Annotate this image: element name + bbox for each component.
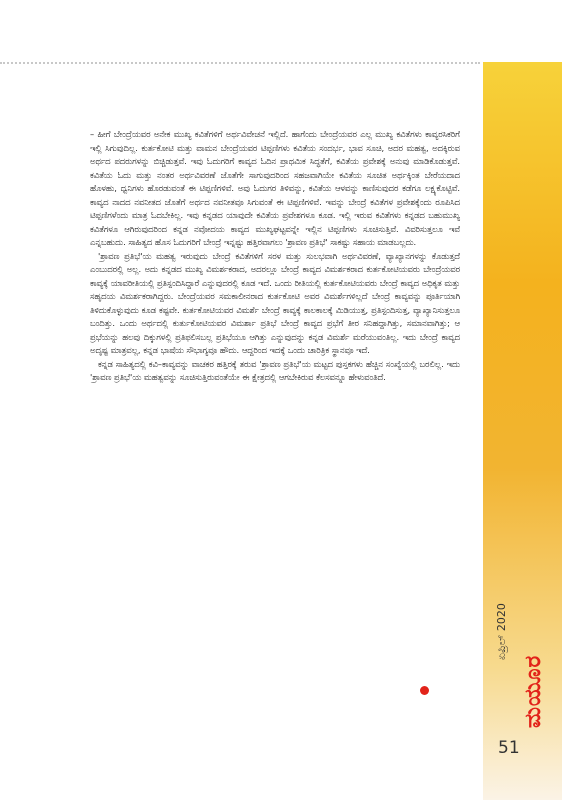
paragraph-3: ಕನ್ನಡ ಸಾಹಿತ್ಯದಲ್ಲಿ ಕವಿ–ಕಾವ್ಯವನ್ನು ವಾಚಕರ ಹತ್ತಿರಕ್ಕೆ ತರುವ 'ಶ್ರಾವಣ ಪ್ರತಿಭೆ'ಯ ಮಟ್ಟದ ಪುಸ್ತಕಗಳು ಹೆಚ್ಚಿನ ಸಂಖ್ಯೆಯಲ್ಲಿ ಬರಲಿಲ್ಲ. ಇದು 'ಶ್ರಾವಣ ಪ್ರತಿಭೆ'ಯ ಮಹತ್ವವನ್ನು ಸೂಚಿಸುತ್ತಿರುವಂತೆಯೇ ಈ ಕ್ಷೇತ್ರದಲ್ಲಿ ಆಗಬೇಕಿರುವ ಕೆಲಸವನ್ನೂ ಹೇಳುವಂತಿದೆ. (90, 358, 460, 382)
top-dotted-rule (0, 62, 480, 64)
issue-date: ಏಪ್ರಿಲ್ 2020 (495, 603, 508, 660)
magazine-title: ಮಯೂರ (521, 654, 546, 728)
magazine-title-wrapper (483, 630, 562, 730)
page-number: 51 (498, 738, 520, 758)
paragraph-1: – ಹೀಗೆ ಬೇಂದ್ರೆಯವರ ಅನೇಕ ಮುಖ್ಯ ಕವಿತೆಗಳಿಗೆ ಅರ್ಥವಿವೇಚನೆ ಇಲ್ಲಿದೆ. ಹಾಗೆಂದು ಬೇಂದ್ರೆಯವರ ಎಲ್ಲ ಮುಖ್ಯ ಕವಿತೆಗಳು ಕಾವ್ಯರಸಿಕರಿಗೆ ಇಲ್ಲಿ ಸಿಗುವುದಿಲ್ಲ. ಕುರ್ತಕೋಟಿ ಮತ್ತು ವಾಮನ ಬೇಂದ್ರೆಯವರ ಟಿಪ್ಪಣಿಗಳು ಕವಿತೆಯ ಸಂದರ್ಭ, ಭಾವ ಸೂಚಿ, ಅದರ ಮಹತ್ವ, ಅದಕ್ಕಿರುವ ಅರ್ಥದ ಪದರುಗಳನ್ನು ಬಿಚ್ಚಿಡುತ್ತವೆ. ಇವು ಓದುಗರಿಗೆ ಕಾವ್ಯದ ಓದಿನ ಪ್ರಾಥಮಿಕ ಸಿದ್ಧತೆಗೆ, ಕವಿತೆಯ ಪ್ರವೇಶಕ್ಕೆ ಅನುವು ಮಾಡಿಕೊಡುತ್ತವೆ. ಕವಿತೆಯ ಓದು ಮತ್ತು ನಂತರ ಅರ್ಥವಿವರಣೆ ಜೊತೆಗೇ ಸಾಗುವುದರಿಂದ ಸಹಜವಾಗಿಯೇ ಕವಿತೆಯ ಸೂಚಿತ ಅರ್ಥಕ್ಕಿಂತ ಬೇರೆಯದಾದ ಹೊಳಹು, ಧ್ವನಿಗಳು ಹೊರಡುವಂತೆ ಈ ಟಿಪ್ಪಣಿಗಳಿವೆ. ಅವು ಓದುಗರ ತಿಳಿವನ್ನು, ಕವಿತೆಯ ಆಳವನ್ನು ಕಾಣಿಸುವುದರ ಕಡೆಗೂ ಲಕ್ಷ್ಯಕೊಟ್ಟಿವೆ. ಕಾವ್ಯದ ನಾದದ ನವನೀತದ ಜೊತೆಗೆ ಅರ್ಥದ ನವನೀತವೂ ಸಿಗುವಂತೆ ಈ ಟಿಪ್ಪಣಿಗಳಿವೆ. ಇವನ್ನು ಬೇಂದ್ರೆ ಕವಿತೆಗಳ ಪ್ರವೇಶಕ್ಕೆಂದು ರೂಪಿಸಿದ ಟಿಪ್ಪಣಿಗಳೆಂದು ಮಾತ್ರ ಓದಬೇಕಿಲ್ಲ. ಇವು ಕನ್ನಡದ ಯಾವುದೇ ಕವಿತೆಯ ಪ್ರವೇಶಗಳೂ ಕೂಡ. ಇಲ್ಲಿ ಇರುವ ಕವಿತೆಗಳು ಕನ್ನಡದ ಬಹುಮುಖ್ಯ ಕವಿತೆಗಳೂ ಆಗಿರುವುದರಿಂದ ಕನ್ನಡ ನವೋದಯ ಕಾವ್ಯದ ಮುಖ್ಯಘಟ್ಟವನ್ನೇ ಇಲ್ಲಿನ ಟಿಪ್ಪಣಿಗಳು ಸೂಚಿಸುತ್ತಿವೆ. ವಿವರಿಸುತ್ತಲೂ ಇವೆ ಎನ್ನಬಹುದು. ಸಾಹಿತ್ಯದ ಹೊಸ ಓದುಗರಿಗೆ ಬೇಂದ್ರೆ ಇನ್ನಷ್ಟು ಹತ್ತಿರವಾಗಲು 'ಶ್ರಾವಣ ಪ್ರತಿಭೆ' ಸಾಕಷ್ಟು ಸಹಾಯ ಮಾಡಬಲ್ಲದು. (90, 129, 460, 247)
paragraph-2: 'ಶ್ರಾವಣ ಪ್ರತಿಭೆ'ಯ ಮಹತ್ವ ಇರುವುದು ಬೇಂದ್ರೆ ಕವಿತೆಗಳಿಗೆ ಸರಳ ಮತ್ತು ಸುಲಭವಾಗಿ ಅರ್ಥವಿವರಣೆ, ವ್ಯಾಖ್ಯಾನಗಳನ್ನು ಕೊಡುತ್ತದೆ ಎಂಬುದರಲ್ಲಿ ಅಲ್ಲ. ಅದು ಕನ್ನಡದ ಮುಖ್ಯ ವಿಮರ್ಶಕರಾದ, ಅದರಲ್ಲೂ ಬೇಂದ್ರೆ ಕಾವ್ಯದ ವಿಮರ್ಶಕರಾದ ಕುರ್ತಕೋಟಿಯವರು ಬೇಂದ್ರೆಯವರ ಕಾವ್ಯಕ್ಕೆ ಯಾವರೀತಿಯಲ್ಲಿ ಪ್ರತಿಸ್ಪಂದಿಸಿದ್ದಾರೆ ಎನ್ನುವುದರಲ್ಲಿ ಕೂಡ ಇದೆ. ಒಂದು ರೀತಿಯಲ್ಲಿ ಕುರ್ತಕೋಟಿಯವರು ಬೇಂದ್ರೆ ಕಾವ್ಯದ ಅಧಿಕೃತ ಮತ್ತು ಸಹೃದಯ ವಿಮರ್ಶಕರಾಗಿದ್ದರು. ಬೇಂದ್ರೆಯವರ ಸಮಕಾಲೀನರಾದ ಕುರ್ತಕೋಟಿ ಅವರ ವಿಮರ್ಶೆಗಳಿಲ್ಲದೆ ಬೇಂದ್ರೆ ಕಾವ್ಯವನ್ನು ಪೂರ್ತಿಯಾಗಿ ತಿಳಿದುಕೊಳ್ಳುವುದು ಕೂಡ ಕಷ್ಟವೇ. ಕುರ್ತಕೋಟಿಯವರ ವಿಮರ್ಶೆ ಬೇಂದ್ರೆ ಕಾವ್ಯಕ್ಕೆ ಕಾಲಕಾಲಕ್ಕೆ ಮಿಡಿಯುತ್ತ, ಪ್ರತಿಸ್ಪಂದಿಸುತ್ತ, ವ್ಯಾಖ್ಯಾನಿಸುತ್ತಲೂ ಬಂದಿತ್ತು. ಒಂದು ಅರ್ಥದಲ್ಲಿ ಕುರ್ತುಕೋಟಿಯವರ ವಿಮರ್ಶಾ ಪ್ರತಿಭೆ ಬೇಂದ್ರೆ ಕಾವ್ಯದ ಪ್ರಭೆಗೆ ತೀರ ಸನಿಹದ್ದಾಗಿತ್ತು, ಸಮಾನವಾಗಿತ್ತು; ಆ ಪ್ರಭೆಯನ್ನು ಹಲವು ದಿಕ್ಕುಗಳಲ್ಲಿ ಪ್ರತಿಫಲಿಸಬಲ್ಲ ಪ್ರತಿಭೆಯೂ ಆಗಿತ್ತು ಎನ್ನುವುದನ್ನು ಕನ್ನಡ ವಿಮರ್ಶೆ ಮರೆಯುವಂತಿಲ್ಲ. ಇದು ಬೇಂದ್ರೆ ಕಾವ್ಯದ ಅದೃಷ್ಟ ಮಾತ್ರವಲ್ಲ, ಕನ್ನಡ ಭಾಷೆಯ ಸೌಭಾಗ್ಯವೂ ಹೌದು. ಆದ್ದರಿಂದ ಇದಕ್ಕೆ ಒಂದು ಚಾರಿತ್ರಿಕ ಸ್ಥಾನವೂ ಇದೆ. (90, 250, 460, 355)
article-body (90, 128, 460, 385)
end-mark-dot-icon (420, 686, 429, 695)
